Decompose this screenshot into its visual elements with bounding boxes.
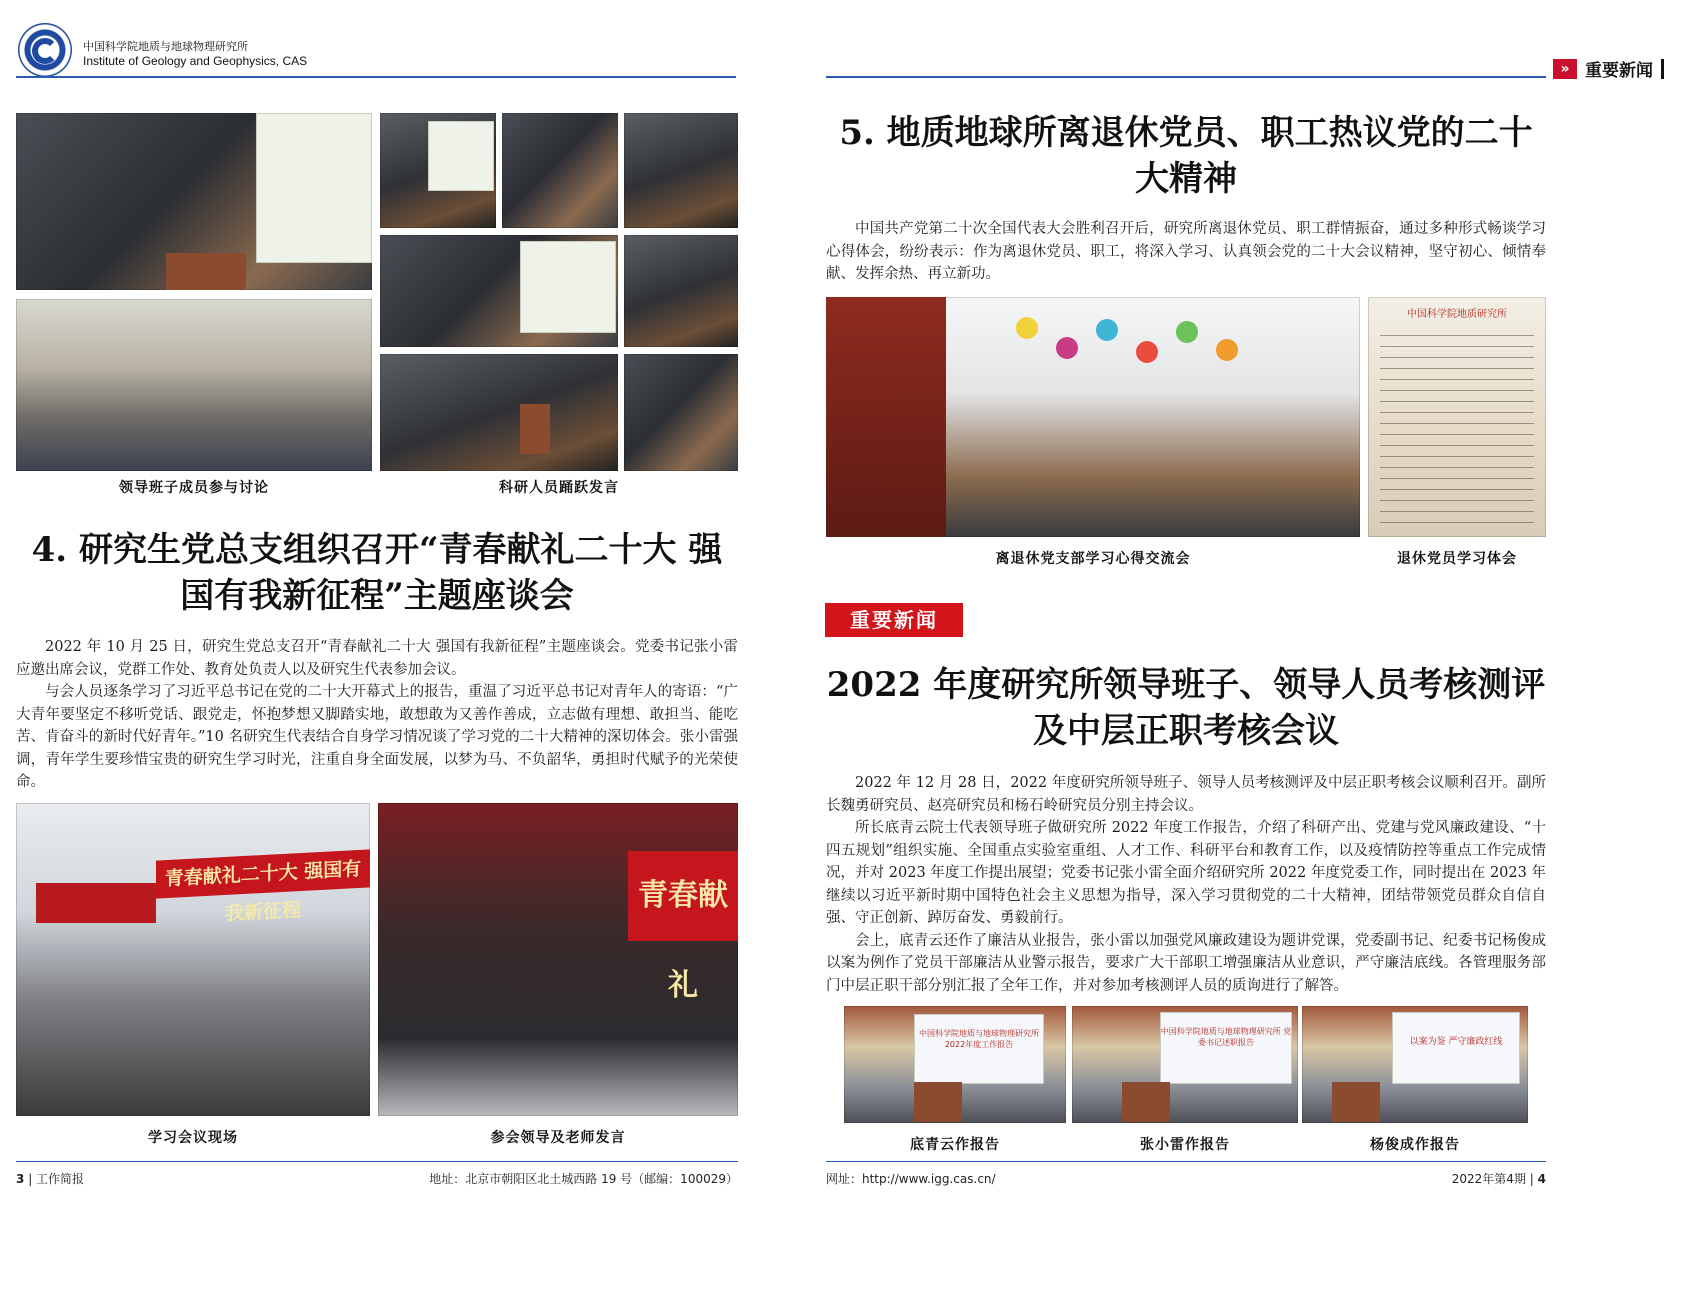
article2022-body xyxy=(826,772,1546,997)
article2022-title: 2022 年度研究所领导班子、领导人员考核测评及中层正职考核会议 xyxy=(826,665,1546,751)
publication-name: 工作简报 xyxy=(36,1172,85,1186)
photo-researcher-5 xyxy=(624,235,738,347)
section-tag-bar xyxy=(1661,59,1664,79)
article5-paragraph: 中国共产党第二十次全国代表大会胜利召开后，研究所离退休党员、职工群情振奋，通过多种形式畅谈学习心得体会，纷纷表示：作为离退休党员、职工，将深入学习、认真领会党的二十大会议精神，坚守初心、倾情奉献、发挥余热、再立新功。 xyxy=(826,221,1546,282)
institute-name-en: Institute of Geology and Geophysics, CAS xyxy=(83,54,308,68)
caption-report-2: 张小雷作报告 xyxy=(1140,1137,1230,1153)
caption-report-1: 底青云作报告 xyxy=(910,1137,1000,1153)
logo-swirl-icon xyxy=(32,38,58,64)
article2022-paragraph: 所长底青云院士代表领导班子做研究所 2022 年度工作报告，介绍了科研产出、党建与党风廉政建设、“十四五规划”组织实施、全国重点实验室重组、人才工作、科研平台和教育工作，以及疫情防控等重点工作完成情况，并对 2023 年度工作提出展望；党委书记张小雷全面介绍研究所 2022 年度党委工作，同时提出在 2023 年继续以习近平新时期中国特色社会主义思想为指导，深入学习贯彻党的二十大精神，团结带领党员群众自信自强、守正创新、踔厉奋发、勇毅前行。 xyxy=(826,820,1546,926)
issue-label: 2022年第4期 xyxy=(1451,1172,1526,1186)
photo-report-3 xyxy=(1302,1006,1528,1123)
caption-retired: 退休党员学习体会 xyxy=(1397,551,1517,567)
photo-report-2 xyxy=(1072,1006,1298,1123)
photo-leaders-speaking xyxy=(378,803,738,1116)
footer-issue xyxy=(1452,1170,1546,1187)
page-number: 4 xyxy=(1537,1172,1546,1186)
footer-separator: | xyxy=(28,1172,37,1186)
footer-rule xyxy=(16,1161,738,1162)
caption-meeting: 学习会议现场 xyxy=(148,1130,238,1146)
photo-report-1 xyxy=(844,1006,1066,1123)
institute-name-cn: 中国科学院地质与地球物理研究所 xyxy=(83,40,248,53)
right-page xyxy=(826,0,1700,1299)
header-rule xyxy=(16,76,736,78)
photo-researcher-6 xyxy=(380,354,618,471)
photo-handwritten-letter xyxy=(1368,297,1546,537)
double-chevron-icon: » xyxy=(1553,59,1577,79)
footer-separator: | xyxy=(1529,1172,1538,1186)
footer-left xyxy=(16,1170,84,1187)
article5-title: 5. 地质地球所离退休党员、职工热议党的二十大精神 xyxy=(839,113,1533,199)
caption-leaders: 参会领导及老师发言 xyxy=(490,1130,626,1146)
news-tab: 重要新闻 xyxy=(825,603,963,637)
banner-slogan-right: 青春献礼 xyxy=(628,851,738,941)
article4-paragraph: 2022 年 10 月 25 日，研究生党总支召开“青春献礼二十大 强国有我新征程”主题座谈会。党委书记张小雷应邀出席会议，党群工作处、教育处负责人以及研究生代表参加会议。 xyxy=(16,639,738,678)
article5-body xyxy=(826,218,1546,286)
screen-text: 中国科学院地质与地球物理研究所 党委书记述职报告 xyxy=(1160,1027,1292,1047)
article4-body xyxy=(16,636,738,794)
photo-meeting-scene xyxy=(16,803,370,1116)
caption-report-3: 杨俊成作报告 xyxy=(1370,1137,1460,1153)
section-tag-label: 重要新闻 xyxy=(1585,61,1653,81)
caption-researchers: 科研人员踊跃发言 xyxy=(499,480,619,496)
footer-address: 地址：北京市朝阳区北土城西路 19 号（邮编：100029） xyxy=(429,1172,738,1186)
screen-text: 以案为鉴 严守廉政红线 xyxy=(1409,1037,1503,1047)
header-rule xyxy=(826,76,1546,78)
article4-title: 4. 研究生党总支组织召开“青春献礼二十大 强国有我新征程”主题座谈会 xyxy=(31,530,723,616)
photo-leadership-discussion xyxy=(16,299,372,471)
banner-slogan: 青春献礼二十大 强国有我新征程 xyxy=(156,849,370,898)
page-number: 3 xyxy=(16,1172,25,1186)
photo-researcher-3 xyxy=(624,113,738,228)
letterhead-text: 中国科学院地质研究所 xyxy=(1407,309,1507,320)
photo-researcher-2 xyxy=(502,113,618,228)
photo-speaker-at-podium xyxy=(16,113,372,290)
photo-retiree-exchange xyxy=(826,297,1360,537)
article4-paragraph: 与会人员逐条学习了习近平总书记在党的二十大开幕式上的报告，重温了习近平总书记对青年人的寄语：“广大青年要坚定不移听党话、跟党走，怀抱梦想又脚踏实地，敢想敢为又善作善成，立志做有理想、敢担当、能吃苦、肯奋斗的新时代好青年。”10 名研究生代表结合自身学习情况谈了学习党的二十大精神的深切体会。张小雷强调，青年学生要珍惜宝贵的研究生学习时光，注重自身全面发展，以梦为马、不负韶华，勇担时代赋予的光荣使命。 xyxy=(16,684,738,790)
caption-exchange: 离退休党支部学习心得交流会 xyxy=(995,551,1191,567)
footer-website: 网址：http://www.igg.cas.cn/ xyxy=(826,1172,996,1186)
footer-rule xyxy=(826,1161,1546,1162)
article2022-paragraph: 会上，底青云还作了廉洁从业报告，张小雷以加强党风廉政建设为题讲党课，党委副书记、纪委书记杨俊成以案为例作了党员干部廉洁从业警示报告，要求广大干部职工增强廉洁从业意识，严守廉洁底线。各管理服务部门中层正职干部分别汇报了全年工作，并对参加考核测评人员的质询进行了解答。 xyxy=(826,932,1546,994)
photo-researcher-1 xyxy=(380,113,496,228)
screen-text: 中国科学院地质与地球物理研究所 2022年度工作报告 xyxy=(919,1029,1039,1049)
photo-researcher-7 xyxy=(624,354,738,471)
photo-researcher-4 xyxy=(380,235,618,347)
caption-leadership: 领导班子成员参与讨论 xyxy=(119,480,269,496)
section-tag xyxy=(1553,56,1664,81)
article2022-paragraph: 2022 年 12 月 28 日，2022 年度研究所领导班子、领导人员考核测评及中层正职考核会议顺利召开。副所长魏勇研究员、赵亮研究员和杨石岭研究员分别主持会议。 xyxy=(826,775,1546,814)
